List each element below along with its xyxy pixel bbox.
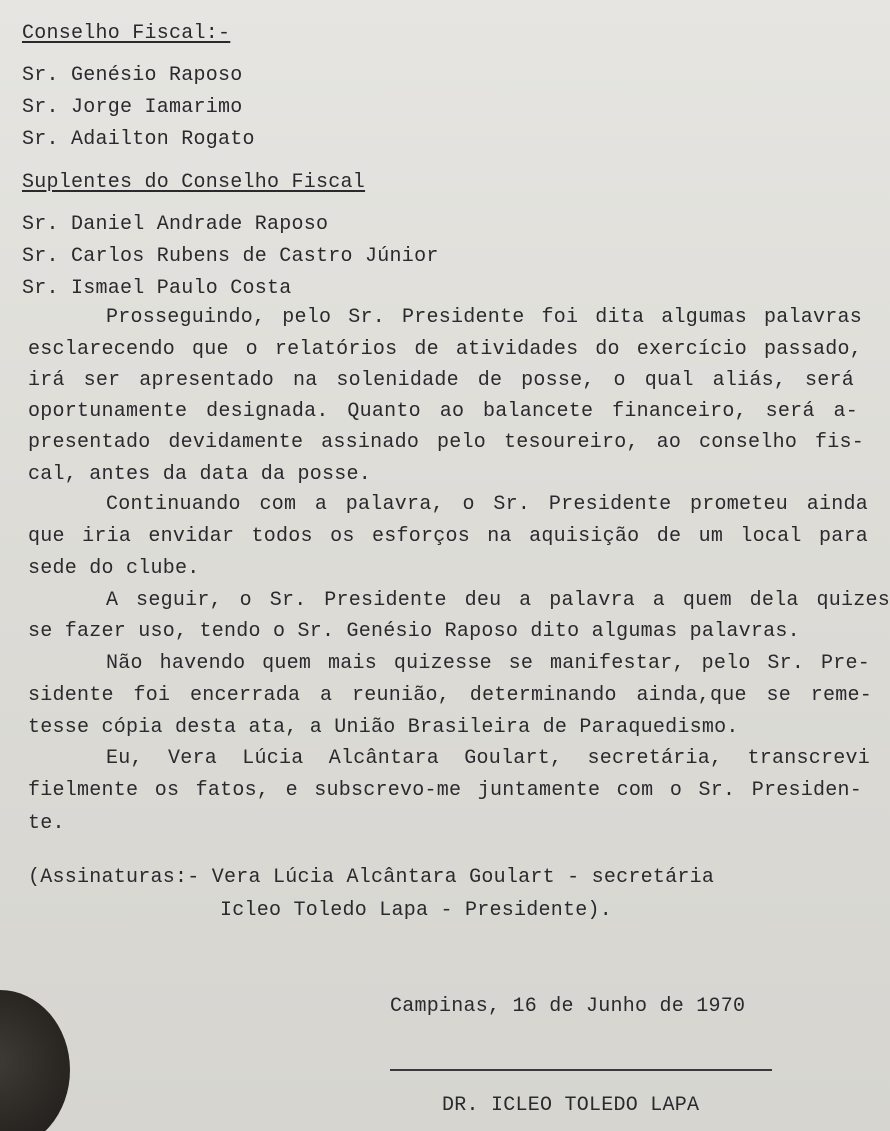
body-line: Eu, Vera Lúcia Alcântara Goulart, secretária, transcrevi xyxy=(106,747,870,770)
body-line: sidente foi encerrada a reunião, determinando ainda,que se reme- xyxy=(28,684,872,707)
body-line: cal, antes da data da posse. xyxy=(28,463,372,486)
conselho-member: Sr. Jorge Iamarimo xyxy=(22,96,243,119)
body-line: se fazer uso, tendo o Sr. Genésio Raposo dito algumas palavras. xyxy=(28,620,800,643)
body-line: Continuando com a palavra, o Sr. Presidente prometeu ainda xyxy=(106,493,868,516)
signature-line xyxy=(390,1069,772,1071)
conselho-member: Sr. Genésio Raposo xyxy=(22,64,243,87)
conselho-member: Sr. Adailton Rogato xyxy=(22,128,255,151)
body-line: que iria envidar todos os esforços na aquisição de um local para xyxy=(28,525,868,548)
body-line: A seguir, o Sr. Presidente deu a palavra a quem dela quizes xyxy=(106,589,890,612)
body-line: esclarecendo que o relatórios de atividades do exercício passado, xyxy=(28,338,862,361)
suplentes-heading: Suplentes do Conselho Fiscal xyxy=(22,171,366,194)
body-line: irá ser apresentado na solenidade de posse, o qual aliás, será xyxy=(28,369,854,392)
body-line: fielmente os fatos, e subscrevo-me juntamente com o Sr. Presiden- xyxy=(28,779,862,802)
signatures-line: (Assinaturas:- Vera Lúcia Alcântara Goulart - secretária xyxy=(28,866,715,889)
place-date: Campinas, 16 de Junho de 1970 xyxy=(390,995,746,1018)
signatures-line: Icleo Toledo Lapa - Presidente). xyxy=(220,899,613,922)
body-line: oportunamente designada. Quanto ao balancete financeiro, será a- xyxy=(28,400,858,423)
signatory-name: DR. ICLEO TOLEDO LAPA xyxy=(442,1094,700,1117)
body-line: Não havendo quem mais quizesse se manifestar, pelo Sr. Pre- xyxy=(106,652,870,675)
conselho-fiscal-heading: Conselho Fiscal:- xyxy=(22,22,231,45)
body-line: tesse cópia desta ata, a União Brasileira de Paraquedismo. xyxy=(28,716,739,739)
body-line: te. xyxy=(28,812,65,835)
body-line: presentado devidamente assinado pelo tesoureiro, ao conselho fis- xyxy=(28,431,864,454)
edge-stain xyxy=(0,990,70,1131)
suplente-member: Sr. Carlos Rubens de Castro Júnior xyxy=(22,245,439,268)
body-line: sede do clube. xyxy=(28,557,200,580)
body-line: Prosseguindo, pelo Sr. Presidente foi dita algumas palavras xyxy=(106,306,862,329)
suplente-member: Sr. Daniel Andrade Raposo xyxy=(22,213,329,236)
suplente-member: Sr. Ismael Paulo Costa xyxy=(22,277,292,300)
